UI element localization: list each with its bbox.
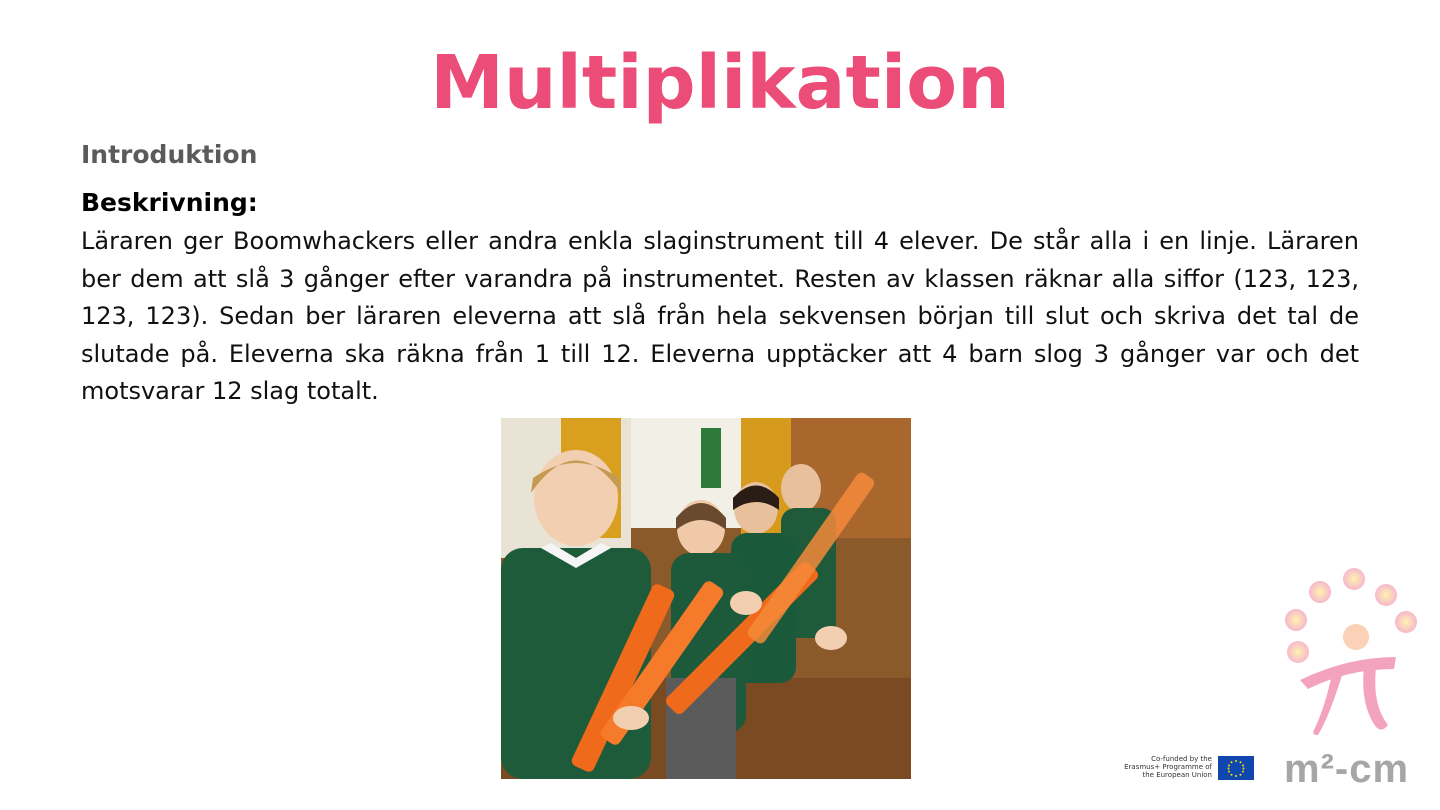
photo-illustration — [501, 418, 911, 779]
students-boomwhackers-photo — [501, 418, 911, 779]
slide-subtitle: Introduktion — [81, 140, 258, 169]
slide-title: Multiplikation — [430, 40, 1010, 126]
eu-flag-icon — [1218, 756, 1254, 780]
eu-cofunded-text: Co-funded by the Erasmus+ Programme of the European Union — [1124, 755, 1212, 779]
m2cm-logo — [1278, 565, 1423, 790]
m2cm-logo-text: m²-cm — [1284, 747, 1410, 791]
description-label: Beskrivning: — [81, 188, 258, 217]
description-text: Läraren ger Boomwhackers eller andra enkla slaginstrument till 4 elever. De står alla i en linje. Läraren ber dem att slå 3 gånger efter varandra på instrumentet. Resten av klassen räknar alla siffor (123, 123, 123, 123). Sedan ber läraren eleverna att slå från hela sekvensen början till slut och skriva det tal de slutade på. Eleverna ska räkna från 1 till 12. Eleverna upptäcker att 4 barn slog 3 gånger var och det motsvarar 12 slag totalt. — [81, 227, 1359, 405]
